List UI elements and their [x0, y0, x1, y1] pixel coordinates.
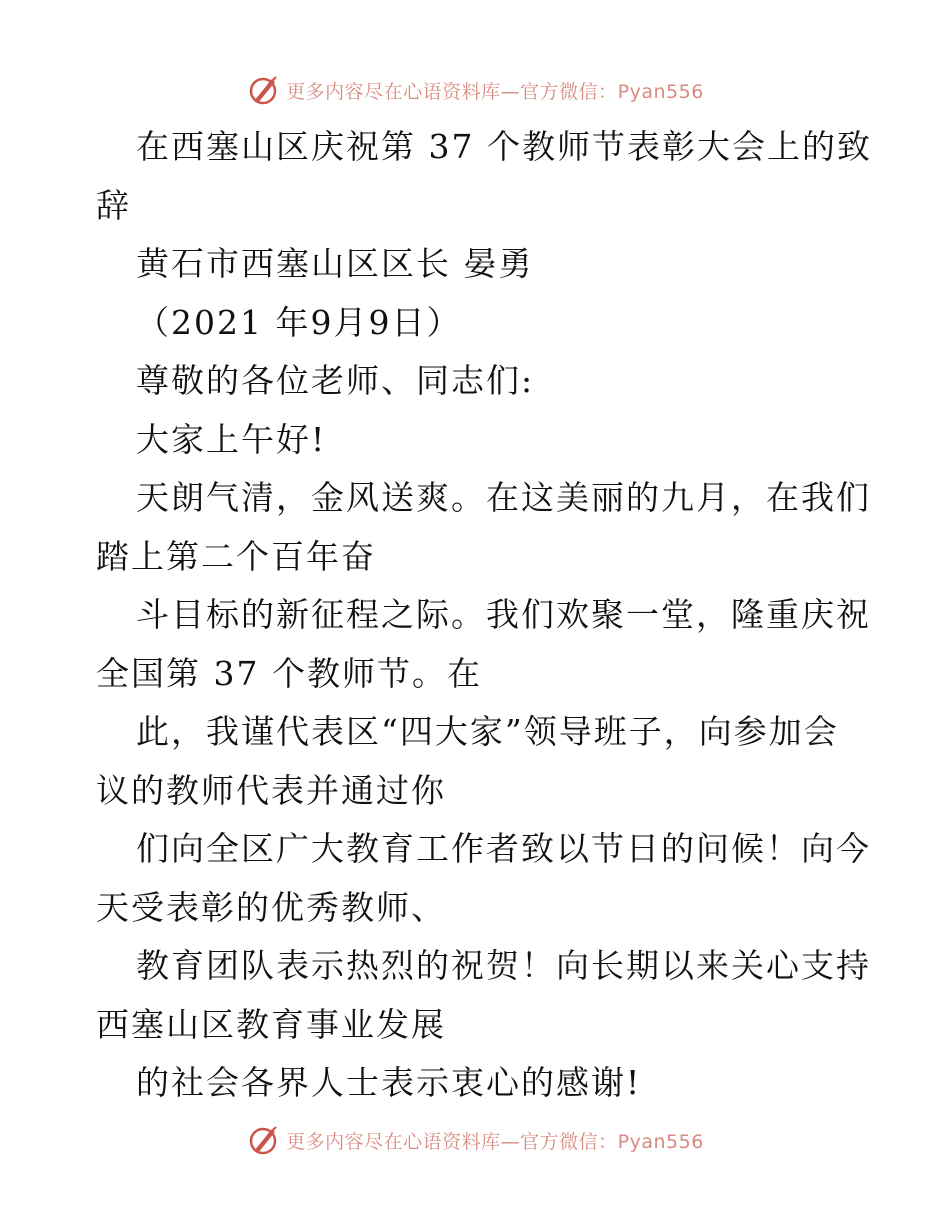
text-line: 西塞山区教育事业发展: [96, 1004, 446, 1044]
text-line: 尊敬的各位老师、同志们:: [136, 361, 535, 400]
text-line: 教育团队表示热烈的祝贺！向长期以来关心支持: [136, 946, 871, 985]
text-line: 在西塞山区庆祝第 37 个教师节表彰大会上的致: [136, 127, 872, 166]
text-line: 天朗气清，金风送爽。在这美丽的九月，在我们: [136, 478, 871, 517]
watermark-footer: [0, 1122, 950, 1158]
text-line: 斗目标的新征程之际。我们欢聚一堂，隆重庆祝: [136, 595, 871, 634]
text-line: 全国第 37 个教师节。在: [96, 653, 482, 693]
text-line: 们向全区广大教育工作者致以节日的问候！向今: [136, 829, 871, 868]
text-line: 议的教师代表并通过你: [96, 770, 446, 810]
document-body: [96, 118, 872, 1113]
text-line: 此，我谨代表区“四大家”领导班子，向参加会: [136, 712, 839, 751]
watermark-header: [0, 72, 950, 108]
text-line: 踏上第二个百年奋: [96, 536, 376, 576]
watermark-text: 更多内容尽在心语资料库—官方微信：Pyan556: [286, 1130, 704, 1153]
text-line: 辞: [96, 185, 131, 225]
text-line: 黄石市西塞山区区长 晏勇: [136, 244, 534, 283]
text-line: （2021 年9月9日）: [136, 302, 462, 342]
text-line: 大家上午好!: [136, 419, 327, 459]
text-line: 天受表彰的优秀教师、: [96, 887, 446, 927]
watermark-text: 更多内容尽在心语资料库—官方微信：Pyan556: [286, 80, 704, 103]
quill-logo-icon: [246, 73, 280, 107]
quill-logo-icon: [246, 1123, 280, 1157]
text-line: 的社会各界人士表示衷心的感谢!: [136, 1063, 642, 1102]
